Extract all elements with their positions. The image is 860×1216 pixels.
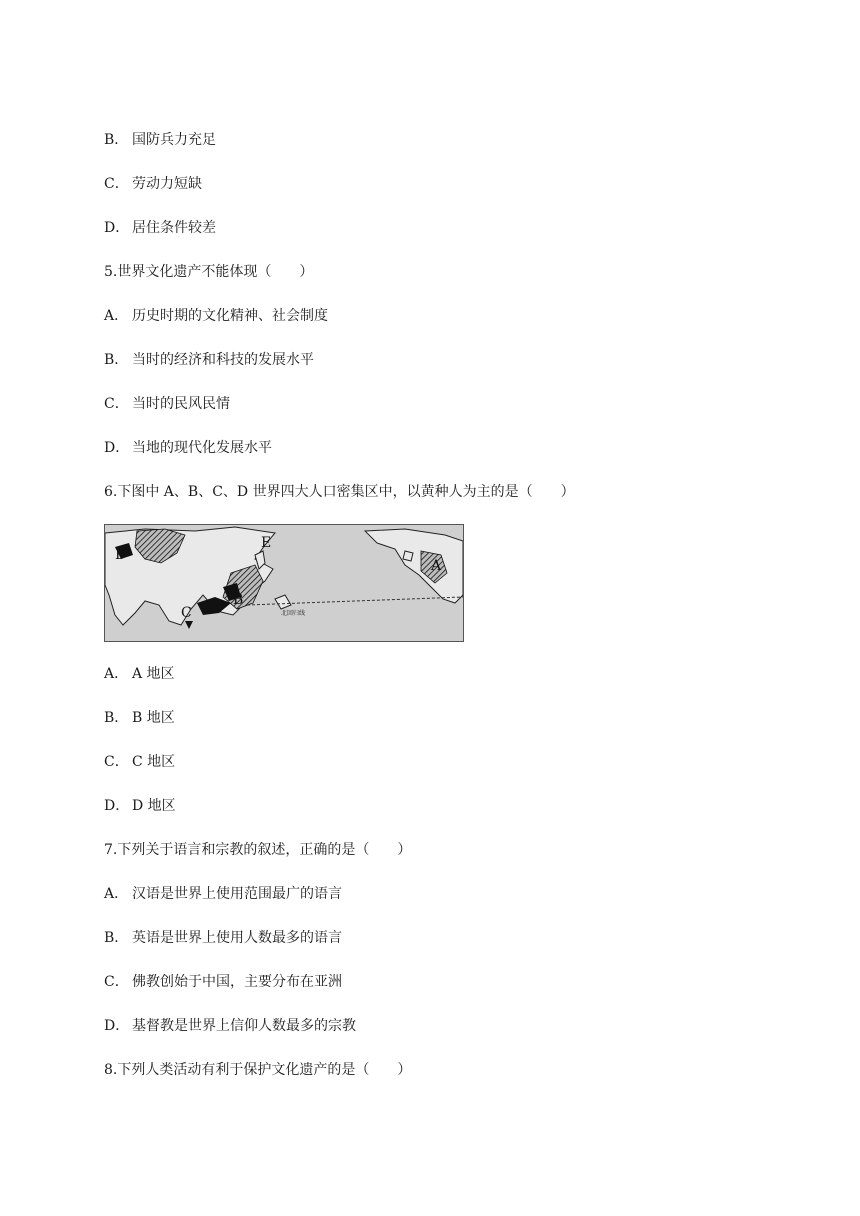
option-letter: C． bbox=[104, 176, 129, 192]
option-letter: D． bbox=[104, 440, 130, 456]
option-letter: D． bbox=[104, 220, 130, 236]
option-text: 汉语是世界上使用范围最广的语言 bbox=[132, 886, 342, 902]
option-c-q7[interactable] bbox=[104, 972, 342, 992]
option-a-q7[interactable] bbox=[104, 884, 342, 904]
option-d-q6[interactable] bbox=[104, 796, 176, 816]
option-text: A 地区 bbox=[132, 666, 175, 682]
option-letter: D． bbox=[104, 1018, 130, 1034]
option-d-q5[interactable] bbox=[104, 438, 272, 458]
question-text: 6.下图中 A、B、C、D 世界四大人口密集区中，以黄种人为主的是（ ） bbox=[104, 484, 575, 500]
question-text: 7.下列关于语言和宗教的叙述，正确的是（ ） bbox=[104, 842, 412, 858]
option-b-q7[interactable] bbox=[104, 928, 342, 948]
option-text: 基督教是世界上信仰人数最多的宗教 bbox=[132, 1018, 356, 1034]
option-d-q4[interactable] bbox=[104, 218, 216, 238]
question-text: 8.下列人类活动有利于保护文化遗产的是（ ） bbox=[104, 1062, 412, 1078]
option-text: 劳动力短缺 bbox=[132, 176, 202, 192]
option-letter: A． bbox=[104, 666, 129, 682]
option-letter: A． bbox=[104, 308, 129, 324]
option-letter: B． bbox=[104, 352, 129, 368]
label-c: C bbox=[181, 605, 192, 621]
option-letter: B． bbox=[104, 132, 129, 148]
option-letter: B． bbox=[104, 930, 129, 946]
option-c-q4[interactable] bbox=[104, 174, 202, 194]
option-text: B 地区 bbox=[132, 710, 175, 726]
tropic-label: 北回归线 bbox=[281, 610, 306, 617]
option-text: 国防兵力充足 bbox=[132, 132, 216, 148]
question-8 bbox=[104, 1060, 411, 1080]
option-letter: B． bbox=[104, 710, 129, 726]
option-b-q6[interactable] bbox=[104, 708, 175, 728]
option-text: 历史时期的文化精神、社会制度 bbox=[132, 308, 328, 324]
option-text: 当地的现代化发展水平 bbox=[132, 440, 272, 456]
option-c-q6[interactable] bbox=[104, 752, 175, 772]
option-letter: D． bbox=[104, 798, 130, 814]
question-6 bbox=[104, 482, 575, 502]
option-c-q5[interactable] bbox=[104, 394, 230, 414]
option-b-q4[interactable] bbox=[104, 130, 216, 150]
option-letter: A． bbox=[104, 886, 129, 902]
option-text: 当时的民风民情 bbox=[132, 396, 230, 412]
option-letter: C． bbox=[104, 754, 129, 770]
label-e: E bbox=[261, 535, 272, 551]
label-a: A bbox=[431, 558, 442, 574]
option-a-q6[interactable] bbox=[104, 664, 175, 684]
island-shape bbox=[403, 551, 413, 561]
option-text: D 地区 bbox=[132, 798, 176, 814]
map-svg bbox=[105, 525, 463, 641]
label-d: D bbox=[115, 547, 127, 563]
option-d-q7[interactable] bbox=[104, 1016, 356, 1036]
option-text: C 地区 bbox=[132, 754, 176, 770]
option-text: 当时的经济和科技的发展水平 bbox=[132, 352, 314, 368]
question-7 bbox=[104, 840, 411, 860]
question-5 bbox=[104, 262, 313, 282]
label-b: B bbox=[233, 592, 244, 608]
option-a-q5[interactable] bbox=[104, 306, 328, 326]
option-letter: C． bbox=[104, 974, 129, 990]
option-letter: C． bbox=[104, 396, 129, 412]
option-b-q5[interactable] bbox=[104, 350, 314, 370]
world-population-map bbox=[104, 524, 464, 642]
option-text: 居住条件较差 bbox=[132, 220, 216, 236]
question-text: 5.世界文化遗产不能体现（ ） bbox=[104, 264, 314, 280]
option-text: 英语是世界上使用人数最多的语言 bbox=[132, 930, 342, 946]
option-text: 佛教创始于中国，主要分布在亚洲 bbox=[132, 974, 342, 990]
